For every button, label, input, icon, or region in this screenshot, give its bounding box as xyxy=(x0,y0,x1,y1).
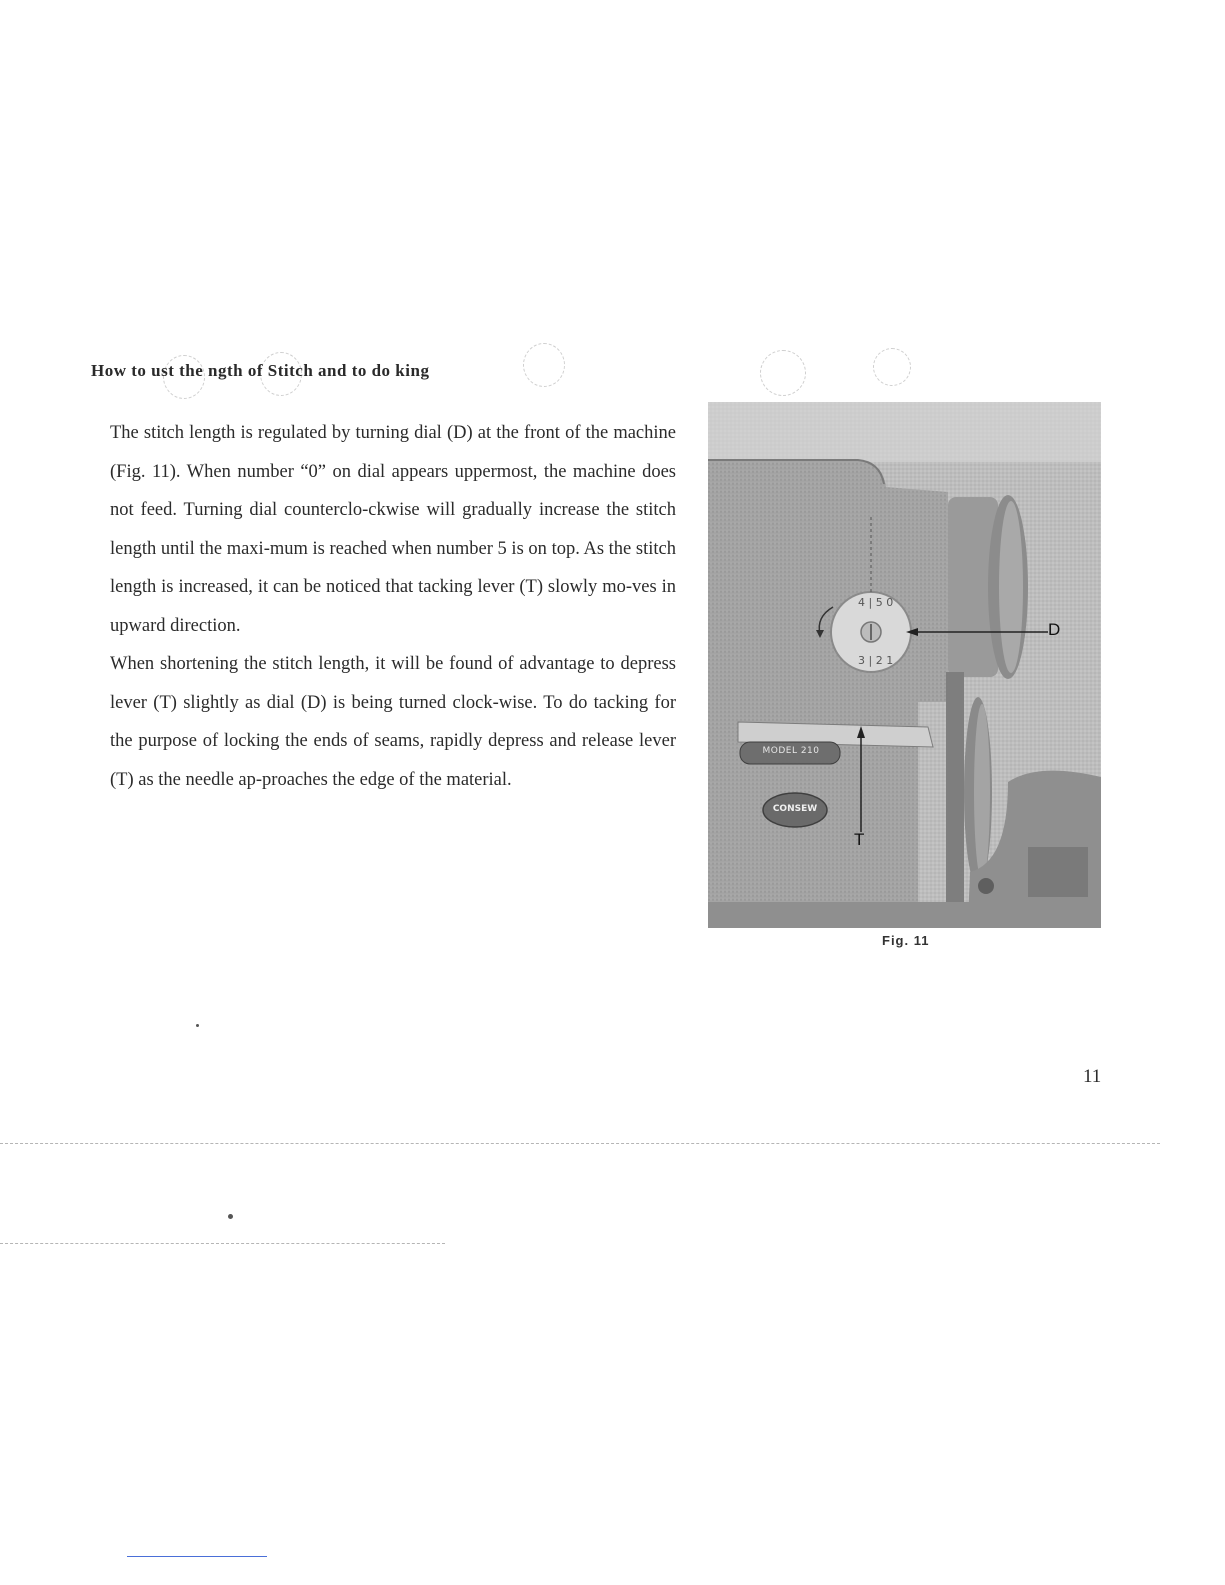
svg-text:3 | 2 1: 3 | 2 1 xyxy=(858,654,894,667)
brand-plate-text: CONSEW xyxy=(772,804,818,814)
page-number: 11 xyxy=(1083,1066,1102,1087)
punch-hole xyxy=(760,350,806,396)
machine-illustration xyxy=(708,402,1101,928)
instruction-text xyxy=(110,414,676,799)
machine-photo xyxy=(708,402,1101,928)
svg-text:4 | 5 0: 4 | 5 0 xyxy=(858,596,894,609)
section-heading: How to ust the ngth of Stitch and to do king xyxy=(91,361,430,380)
scan-speck xyxy=(196,1024,199,1027)
scan-rule xyxy=(0,1243,445,1244)
paragraph: When shortening the stitch length, it will be found of advantage to depress lever (T) slightly as dial (D) is being turned clock-wise. To do tacking for the purpose of locking the ends of seams, rapidly depress and release lever (T) as the needle ap-proaches the edge of the material. xyxy=(110,654,676,790)
punch-hole xyxy=(873,348,911,386)
link-underline xyxy=(127,1556,267,1557)
punch-hole xyxy=(523,343,565,387)
scan-rule xyxy=(0,1143,1160,1144)
label-d: D xyxy=(1048,620,1061,639)
label-t: T xyxy=(854,830,865,849)
figure-caption: Fig. 11 xyxy=(882,933,930,948)
paragraph: The stitch length is regulated by turning dial (D) at the front of the machine (Fig. 11). When number “0” on dial appears uppermost, the machine does not feed. Turning dial counterclo-ckwise will gradually increase the stitch length until the maxi-mum is reached when number 5 is on top. As the stitch length is increased, it can be noticed that tacking lever (T) slowly mo-ves in upward direction. xyxy=(110,423,676,636)
scan-speck xyxy=(228,1214,233,1219)
model-plate-text: MODEL 210 xyxy=(762,746,820,756)
